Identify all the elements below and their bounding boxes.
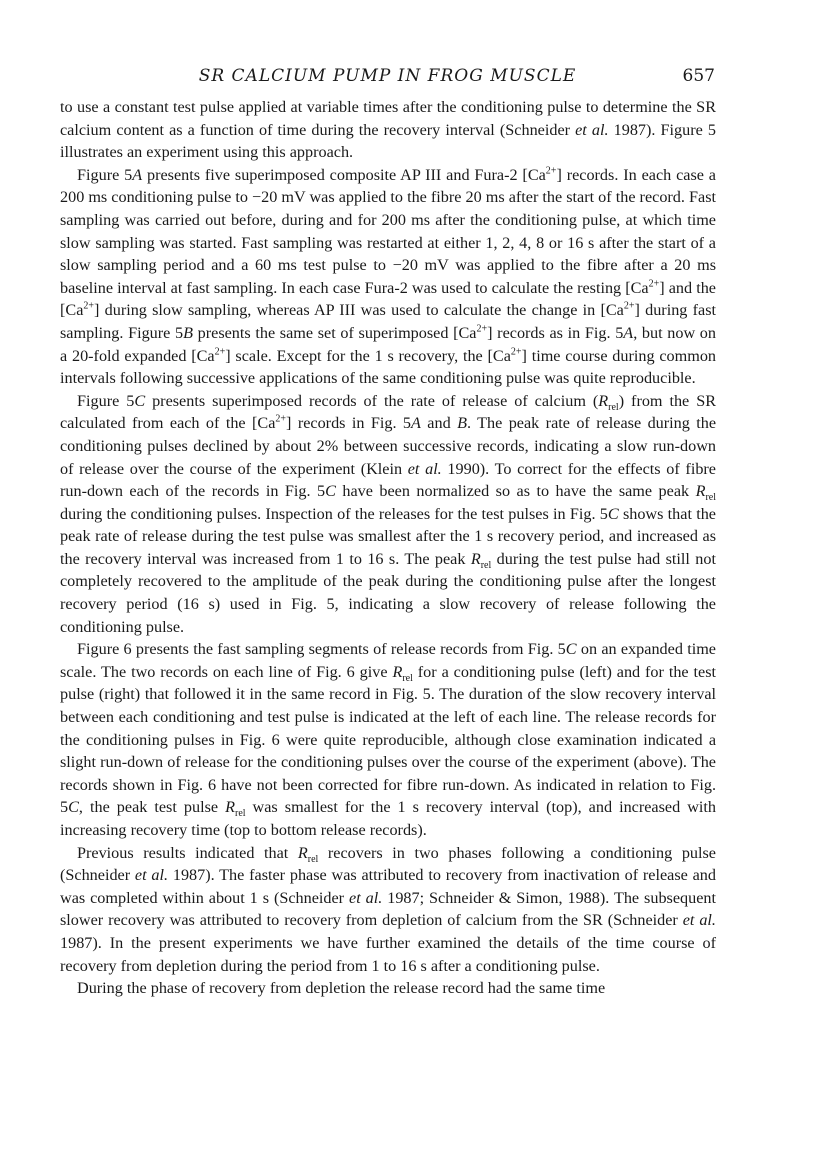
paragraph-figure-5a: Figure 5A presents five superimposed composite AP III and Fura-2 $[Ca^{2+}]$ records. In each case a 200 ms conditioning pulse to −20 mV was applied to the fibre 20 ms after the start of the record. Fast sampling was carried out before, during and for 200 ms after the conditioning pulse, at which time slow sampling was started. Fast sampling was restarted at either 1, 2, 4, 8 or 16 s after the start of a slow sampling period and a 60 ms test pulse to −20 mV was applied to the fibre after a 20 ms baseline interval at fast sampling. In each case Fura-2 was used to calculate the resting $[Ca^{2+}]$ and the $[Ca^{2+}]$ during slow sampling, whereas AP III was used to calculate the change in $[Ca^{2+}]$ during fast sampling. Figure 5B presents the same set of superimposed $[Ca^{2+}]$ records as in Fig. 5A, but now on a 20-fold expanded $[Ca^{2+}]$ scale. Except for the 1 s recovery, the $[Ca^{2+}]$ time course during common intervals following successive applications of the same conditioning pulse was quite reproducible.	[60, 165, 717, 388]
body-text	[60, 96, 716, 1000]
paragraph-figure-5c: Figure 5C presents superimposed records of the rate of release of calcium $(R_{rel})$ from the SR calculated from each of the $[Ca^{2+}]$ records in Fig. 5A and B. The peak rate of release during the conditioning pulses declined by about 2% between successive records, indicating a slow run-down of release over the course of the experiment (Klein et al. 1990). To correct for the effects of fibre run-down each of the records in Fig. 5C have been normalized so as to have the same peak $R_{rel}$ during the conditioning pulses. Inspection of the releases for the test pulses in Fig. 5C shows that the peak rate of release during the test pulse was smallest after the 1 s recovery period, and increased as the recovery interval was increased from 1 to 16 s. The peak $R_{rel}$ during the test pulse had still not completely recovered to the amplitude of the peak during the conditioning pulse after the longest recovery period (16 s) used in Fig. 5, indicating a slow recovery of release following the conditioning pulse.	[60, 391, 717, 636]
paragraph-previous-results: Previous results indicated that $R_{rel}$ recovers in two phases following a conditioning pulse (Schneider et al. 1987). The faster phase was attributed to recovery from inactivation of release and was completed within about 1 s (Schneider et al. 1987; Schneider & Simon, 1988). The subsequent slower recovery was attributed to recovery from depletion of calcium from the SR (Schneider et al. 1987). In the present experiments we have further examined the details of the time course of recovery from depletion during the period from 1 to 16 s after a conditioning pulse.	[60, 843, 716, 975]
running-title: SR CALCIUM PUMP IN FROG MUSCLE	[198, 66, 577, 86]
paragraph-continued: to use a constant test pulse applied at variable times after the conditioning pulse to determine the SR calcium content as a function of time during the recovery interval (Schneider et al. 1987). Figure 5 illustrates an experiment using this approach.	[60, 98, 717, 162]
paragraph-figure-6: Figure 6 presents the fast sampling segments of release records from Fig. 5C on an expanded time scale. The two records on each line of Fig. 6 give $R_{rel}$ for a conditioning pulse (left) and for the test pulse (right) that followed it in the same record in Fig. 5. The duration of the slow recovery interval between each conditioning and test pulse is indicated at the left of each line. The release records for the conditioning pulses in Fig. 6 were quite reproducible, although close examination indicated a slight run-down of release for the conditioning pulses over the course of the experiment (above). The records shown in Fig. 6 have not been corrected for fibre run-down. As indicated in relation to Fig. 5C, the peak test pulse $R_{rel}$ was smallest for the 1 s recovery interval (top), and increased with increasing recovery time (top to bottom release records).	[60, 640, 717, 839]
page-header	[60, 62, 715, 90]
paragraph-recovery-depletion: During the phase of recovery from depletion the release record had the same time	[77, 979, 606, 998]
page-number: 657	[682, 66, 715, 86]
